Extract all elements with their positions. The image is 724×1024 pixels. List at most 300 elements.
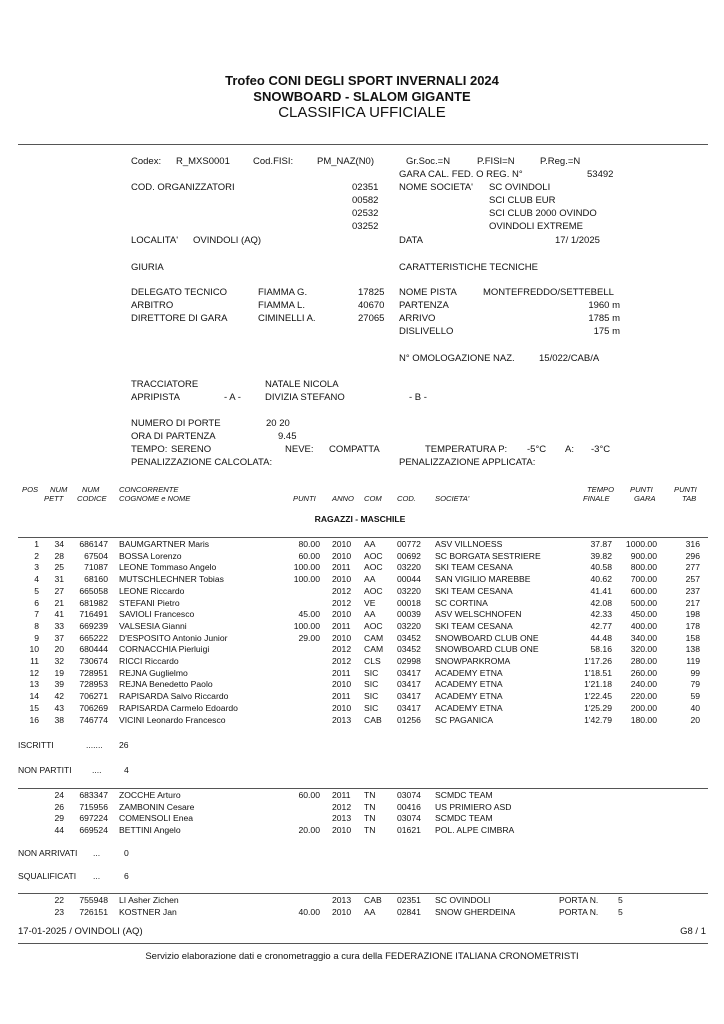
fisi-code: 715956 (79, 801, 108, 812)
birth-year: 2011 (332, 667, 351, 678)
col-punti-tab-sub: TAB (682, 494, 697, 503)
col-cod: COD. (397, 494, 416, 503)
club-name: ASV WELSCHNOFEN (435, 609, 522, 620)
squalificati-dots: ... (93, 871, 101, 881)
soc-name: OVINDOLI EXTREME (489, 221, 583, 232)
club-name: ACADEMY ETNA (435, 679, 503, 690)
col-punti: PUNTI (293, 494, 316, 503)
birth-year: 2012 (332, 656, 352, 666)
club-code: 03417 (397, 691, 421, 702)
col-tempo: TEMPO (587, 485, 615, 494)
col-num-pett: NUM (50, 485, 68, 494)
club-name: SNOW GHERDEINA (435, 906, 516, 917)
birth-year: 2011 (332, 620, 351, 631)
points: 80.00 (298, 539, 320, 549)
apripista-a: - A - (224, 392, 241, 403)
athlete-name: RICCI Riccardo (119, 656, 179, 666)
committee: CAM (364, 644, 384, 655)
rank: 8 (34, 620, 39, 631)
birth-year: 2010 (332, 679, 352, 690)
rank: 1 (34, 539, 39, 549)
bib-number: 39 (54, 679, 64, 690)
tempo-label: TEMPO: (131, 444, 168, 455)
race-points: 600.00 (630, 585, 657, 596)
jury-role: DELEGATO TECNICO (131, 287, 228, 298)
final-time: 1'25.29 (584, 702, 612, 713)
race-points: 220.00 (630, 691, 657, 702)
club-name: SNOWPARKROMA (435, 656, 511, 666)
final-time: 1'17.26 (584, 656, 612, 666)
final-time: 40.58 (590, 562, 612, 573)
non-partiti-dots: .... (92, 765, 102, 775)
birth-year: 2010 (332, 825, 352, 836)
rank: 11 (30, 656, 39, 666)
club-code: 03074 (397, 813, 421, 824)
org-label: COD. ORGANIZZATORI (131, 182, 235, 193)
final-time: 58.16 (590, 644, 612, 655)
club-code: 02841 (397, 906, 421, 917)
committee: SIC (364, 691, 379, 702)
pfisi: P.FISI=N (477, 156, 515, 167)
race-points: 180.00 (630, 714, 657, 725)
final-time: 1'22.45 (584, 691, 612, 702)
athlete-name: REJNA Benedetto Paolo (119, 679, 213, 690)
club-code: 03452 (397, 644, 421, 655)
non-partiti-value: 4 (124, 765, 129, 775)
table-points: 237 (685, 585, 700, 596)
points: 100.00 (293, 562, 320, 573)
neve-label: NEVE: (285, 444, 314, 455)
title-line-2: SNOWBOARD - SLALOM GIGANTE (253, 89, 471, 104)
table-points: 138 (685, 644, 700, 655)
club-code: 02351 (397, 895, 421, 905)
club-name: SC OVINDOLI (435, 895, 491, 905)
points: 40.00 (298, 906, 320, 917)
title-line-1: Trofeo CONI DEGLI SPORT INVERNALI 2024 (225, 73, 499, 88)
bib-number: 25 (54, 562, 64, 573)
birth-year: 2010 (332, 550, 352, 561)
preg: P.Reg.=N (540, 156, 581, 167)
fisi-code: 71087 (84, 562, 108, 573)
non-arrivati-label: NON ARRIVATI (18, 848, 78, 858)
final-time: 39.82 (590, 550, 612, 561)
committee: SIC (364, 679, 379, 690)
org-code: 02351 (352, 182, 379, 193)
porte-value: 20 20 (266, 418, 290, 429)
tracciatore-label: TRACCIATORE (131, 379, 199, 390)
soc-name: SCI CLUB EUR (489, 195, 556, 206)
points: 60.00 (298, 790, 320, 800)
tech-label: ARRIVO (399, 313, 436, 324)
birth-year: 2012 (332, 801, 352, 812)
neve-value: COMPATTA (329, 444, 380, 455)
fisi-code: 706269 (79, 702, 108, 713)
club-name: ASV VILLNOESS (435, 539, 503, 549)
fisi-code: 726151 (79, 906, 108, 917)
athlete-name: ZOCCHE Arturo (119, 790, 181, 800)
birth-year: 2010 (332, 702, 352, 713)
rank: 12 (29, 667, 39, 678)
club-name: US PRIMIERO ASD (435, 801, 512, 812)
col-com: COM (364, 494, 382, 503)
bib-number: 33 (54, 620, 64, 631)
birth-year: 2010 (332, 574, 352, 585)
bib-number: 27 (54, 585, 64, 596)
footer-service: Servizio elaborazione dati e cronometraggio a cura della FEDERAZIONE ITALIANA CRONOMETRISTI (145, 951, 579, 962)
table-points: 316 (685, 539, 700, 549)
soc-name: SCI CLUB 2000 OVINDO (489, 208, 597, 219)
committee: AA (364, 609, 376, 620)
table-points: 158 (685, 632, 700, 643)
penalizzazione-applicata: PENALIZZAZIONE APPLICATA: (399, 457, 536, 468)
codex-label: Codex: (131, 156, 162, 167)
birth-year: 2011 (332, 562, 351, 573)
tech-label: PARTENZA (399, 300, 449, 311)
bib-number: 43 (54, 702, 64, 713)
col-punti-tab: PUNTI (674, 485, 697, 494)
fisi-code: 706271 (79, 691, 108, 702)
col-concorrente: CONCORRENTE (119, 485, 179, 494)
jury-name: FIAMMA L. (258, 300, 305, 311)
col-num-codice-sub: CODICE (77, 494, 107, 503)
fisi-code: 755948 (79, 895, 108, 905)
athlete-name: RAPISARDA Carmelo Edoardo (119, 702, 238, 713)
athlete-name: ZAMBONIN Cesare (119, 801, 195, 812)
data-value: 17/ 1/2025 (555, 235, 600, 246)
final-time: 37.87 (590, 539, 612, 549)
athlete-name: D'ESPOSITO Antonio Junior (119, 632, 228, 643)
col-anno: ANNO (332, 494, 354, 503)
fisi-code: 68160 (84, 574, 108, 585)
col-punti-gara: PUNTI (630, 485, 653, 494)
fisi-code: 681982 (79, 597, 108, 608)
final-time: 44.48 (590, 632, 612, 643)
birth-year: 2012 (332, 644, 352, 655)
gara-number: 53492 (587, 169, 614, 180)
club-name: SAN VIGILIO MAREBBE (435, 574, 531, 585)
col-num-codice: NUM (82, 485, 100, 494)
fisi-code: 697224 (79, 813, 108, 824)
race-points: 700.00 (630, 574, 657, 585)
club-code: 01621 (397, 825, 421, 836)
race-points: 800.00 (630, 562, 657, 573)
fisi-code: 716491 (79, 609, 108, 620)
committee: AOC (364, 620, 383, 631)
gate-number: 5 (618, 906, 623, 917)
rank: 6 (34, 597, 39, 608)
race-points: 320.00 (630, 644, 657, 655)
omologazione-value: 15/022/CAB/A (539, 353, 600, 364)
final-time: 42.33 (590, 609, 612, 620)
codfisi-value: PM_NAZ(N0) (317, 156, 375, 167)
org-code: 00582 (352, 195, 379, 206)
final-time: 1'18.51 (584, 667, 612, 678)
giuria-label: GIURIA (131, 262, 164, 273)
tech-label: NOME PISTA (399, 287, 457, 298)
tech-value: 1960 m (588, 300, 620, 311)
col-societa: SOCIETA' (435, 494, 470, 503)
tech-label: DISLIVELLO (399, 326, 454, 337)
temperatura-a: -3°C (591, 444, 611, 455)
fisi-code: 680444 (79, 644, 108, 655)
club-code: 03452 (397, 632, 421, 643)
race-points: 340.00 (630, 632, 657, 643)
squalificati-value: 6 (124, 871, 129, 881)
committee: TN (364, 801, 376, 812)
athlete-name: CORNACCHIA Pierluigi (119, 644, 210, 655)
omologazione-label: N° OMOLOGAZIONE NAZ. (399, 353, 515, 364)
tech-value: MONTEFREDDO/SETTEBELL (483, 287, 614, 298)
squalificati-label: SQUALIFICATI (18, 871, 77, 881)
table-points: 217 (685, 597, 700, 608)
club-code: 03220 (397, 562, 421, 573)
athlete-name: RAPISARDA Salvo Riccardo (119, 691, 229, 702)
jury-code: 27065 (358, 313, 385, 324)
club-name: SKI TEAM CESANA (435, 585, 513, 596)
rank: 3 (34, 562, 39, 573)
ora-label: ORA DI PARTENZA (131, 431, 216, 442)
col-concorrente-sub: COGNOME e NOME (119, 494, 191, 503)
grsoc: Gr.Soc.=N (406, 156, 451, 167)
race-points: 260.00 (630, 667, 657, 678)
birth-year: 2013 (332, 895, 352, 905)
athlete-name: VICINI Leonardo Francesco (119, 714, 226, 725)
rank: 15 (29, 702, 39, 713)
final-time: 42.08 (590, 597, 612, 608)
org-code: 03252 (352, 221, 379, 232)
birth-year: 2011 (332, 691, 351, 702)
club-name: ACADEMY ETNA (435, 691, 503, 702)
final-time: 40.62 (590, 574, 612, 585)
committee: TN (364, 790, 376, 800)
fisi-code: 669239 (79, 620, 108, 631)
rank: 2 (34, 550, 39, 561)
apripista-label: APRIPISTA (131, 392, 180, 403)
gate-number: 5 (618, 895, 623, 905)
final-time: 42.77 (590, 620, 612, 631)
soc-name: SC OVINDOLI (489, 182, 551, 193)
athlete-name: BOSSA Lorenzo (119, 550, 182, 561)
athlete-name: LI Asher Zichen (119, 895, 179, 905)
fisi-code: 665058 (79, 585, 108, 596)
committee: CAB (364, 895, 382, 905)
committee: CAM (364, 632, 384, 643)
iscritti-dots: ....... (86, 740, 103, 750)
club-code: 00018 (397, 597, 421, 608)
club-name: ACADEMY ETNA (435, 702, 503, 713)
birth-year: 2010 (332, 539, 352, 549)
jury-name: FIAMMA G. (258, 287, 308, 298)
points: 100.00 (293, 574, 320, 585)
table-points: 20 (690, 714, 700, 725)
club-code: 03417 (397, 679, 421, 690)
col-pos: POS (22, 485, 39, 494)
race-points: 900.00 (630, 550, 657, 561)
col-num-pett-sub: PETT (44, 494, 64, 503)
athlete-name: SAVIOLI Francesco (119, 609, 195, 620)
rank: 9 (34, 632, 39, 643)
bib-number: 44 (54, 825, 64, 836)
club-name: SKI TEAM CESANA (435, 562, 513, 573)
temperatura-label: TEMPERATURA P: (425, 444, 508, 455)
points: 60.00 (298, 550, 320, 561)
final-time: 1'21.18 (584, 679, 612, 690)
table-points: 277 (685, 562, 700, 573)
fisi-code: 746774 (79, 714, 108, 725)
committee: CLS (364, 656, 381, 666)
bib-number: 20 (54, 644, 64, 655)
non-arrivati-dots: ... (93, 848, 101, 858)
bib-number: 22 (54, 895, 64, 905)
jury-role: ARBITRO (131, 300, 174, 311)
committee: AOC (364, 585, 383, 596)
fisi-code: 728953 (79, 679, 108, 690)
committee: TN (364, 825, 376, 836)
bib-number: 42 (54, 691, 64, 702)
committee: AA (364, 574, 376, 585)
athlete-name: REJNA Guglielmo (119, 667, 188, 678)
club-code: 03220 (397, 620, 421, 631)
tracciatore-value: NATALE NICOLA (265, 379, 339, 390)
caratteristiche-label: CARATTERISTICHE TECNICHE (399, 262, 538, 273)
rank: 14 (29, 691, 39, 702)
club-name: POL. ALPE CIMBRA (435, 825, 515, 836)
rank: 7 (34, 609, 39, 620)
fisi-code: 728951 (79, 667, 108, 678)
club-code: 03417 (397, 667, 421, 678)
bib-number: 23 (54, 906, 64, 917)
results-divider (18, 537, 708, 538)
jury-role: DIRETTORE DI GARA (131, 313, 228, 324)
race-points: 1000.00 (625, 539, 657, 549)
club-code: 00772 (397, 539, 421, 549)
tech-value: 1785 m (588, 313, 620, 324)
points: 100.00 (293, 620, 320, 631)
club-name: SC BORGATA SESTRIERE (435, 550, 541, 561)
table-points: 79 (690, 679, 700, 690)
jury-name: CIMINELLI A. (258, 313, 316, 324)
committee: CAB (364, 714, 382, 725)
fisi-code: 665222 (79, 632, 108, 643)
committee: VE (364, 597, 376, 608)
bib-number: 24 (54, 790, 64, 800)
data-label: DATA (399, 235, 423, 246)
bib-number: 26 (54, 801, 64, 812)
bib-number: 31 (54, 574, 64, 585)
fisi-code: 67504 (84, 550, 108, 561)
club-code: 00692 (397, 550, 421, 561)
club-code: 00039 (397, 609, 421, 620)
points: 20.00 (298, 825, 320, 836)
points: 45.00 (298, 609, 320, 620)
iscritti-value: 26 (119, 740, 129, 750)
committee: SIC (364, 667, 379, 678)
table-points: 178 (685, 620, 700, 631)
bib-number: 34 (54, 539, 64, 549)
apripista-b: - B - (409, 392, 427, 403)
final-time: 41.41 (590, 585, 612, 596)
club-code: 00416 (397, 801, 421, 812)
committee: AOC (364, 550, 383, 561)
points: 29.00 (298, 632, 320, 643)
org-code: 02532 (352, 208, 379, 219)
tempo-value: SERENO (171, 444, 212, 455)
race-points: 280.00 (630, 656, 657, 666)
rank: 4 (34, 574, 39, 585)
rank: 10 (29, 644, 39, 655)
col-punti-gara-sub: GARA (634, 494, 656, 503)
fisi-code: 730674 (79, 656, 108, 666)
bib-number: 19 (54, 667, 64, 678)
athlete-name: LEONE Tommaso Angelo (119, 562, 217, 573)
birth-year: 2010 (332, 906, 352, 917)
soc-label: NOME SOCIETA' (399, 182, 473, 193)
sq_list-divider (18, 893, 708, 894)
footer-divider (18, 943, 708, 944)
col-tempo-sub: FINALE (583, 494, 610, 503)
np_list-divider (18, 788, 708, 789)
committee: AA (364, 906, 376, 917)
jury-code: 40670 (358, 300, 385, 311)
table-points: 59 (690, 691, 700, 702)
fisi-code: 686147 (79, 539, 108, 549)
porte-label: NUMERO DI PORTE (131, 418, 221, 429)
table-points: 99 (690, 667, 700, 678)
club-code: 02998 (397, 656, 421, 666)
header-divider (18, 144, 708, 145)
apripista-value: DIVIZIA STEFANO (265, 392, 345, 403)
temperatura-a-label: A: (565, 444, 574, 455)
table-points: 198 (685, 609, 700, 620)
birth-year: 2010 (332, 609, 352, 620)
club-name: SNOWBOARD CLUB ONE (435, 632, 539, 643)
athlete-name: STEFANI Pietro (119, 597, 180, 608)
committee: SIC (364, 702, 379, 713)
club-name: SC PAGANICA (435, 714, 494, 725)
codex-value: R_MXS0001 (176, 156, 230, 167)
rank: 13 (29, 679, 39, 690)
temperatura-p: -5°C (527, 444, 547, 455)
athlete-name: COMENSOLI Enea (119, 813, 194, 824)
gate-label: PORTA N. (559, 895, 599, 905)
iscritti-label: ISCRITTI (18, 740, 54, 750)
race-points: 500.00 (630, 597, 657, 608)
localita-label: LOCALITA' (131, 235, 179, 246)
fisi-code: 669524 (79, 825, 108, 836)
club-name: SC CORTINA (435, 597, 488, 608)
title-line-3: CLASSIFICA UFFICIALE (278, 104, 446, 121)
table-points: 40 (690, 702, 700, 713)
localita-value: OVINDOLI (AQ) (193, 235, 262, 246)
athlete-name: KOSTNER Jan (119, 906, 177, 917)
club-code: 00044 (397, 574, 421, 585)
bib-number: 28 (54, 550, 64, 561)
birth-year: 2013 (332, 714, 352, 725)
club-name: SCMDC TEAM (435, 790, 493, 800)
ora-value: 9.45 (278, 431, 297, 442)
club-name: ACADEMY ETNA (435, 667, 503, 678)
race-points: 450.00 (630, 609, 657, 620)
codfisi-label: Cod.FISI: (253, 156, 294, 167)
final-time: 1'42.79 (584, 714, 612, 725)
birth-year: 2012 (332, 597, 352, 608)
club-code: 01256 (397, 714, 421, 725)
bib-number: 37 (54, 632, 64, 643)
table-points: 257 (685, 574, 700, 585)
bib-number: 32 (54, 656, 64, 666)
non-partiti-label: NON PARTITI (18, 765, 72, 775)
athlete-name: LEONE Riccardo (119, 585, 185, 596)
